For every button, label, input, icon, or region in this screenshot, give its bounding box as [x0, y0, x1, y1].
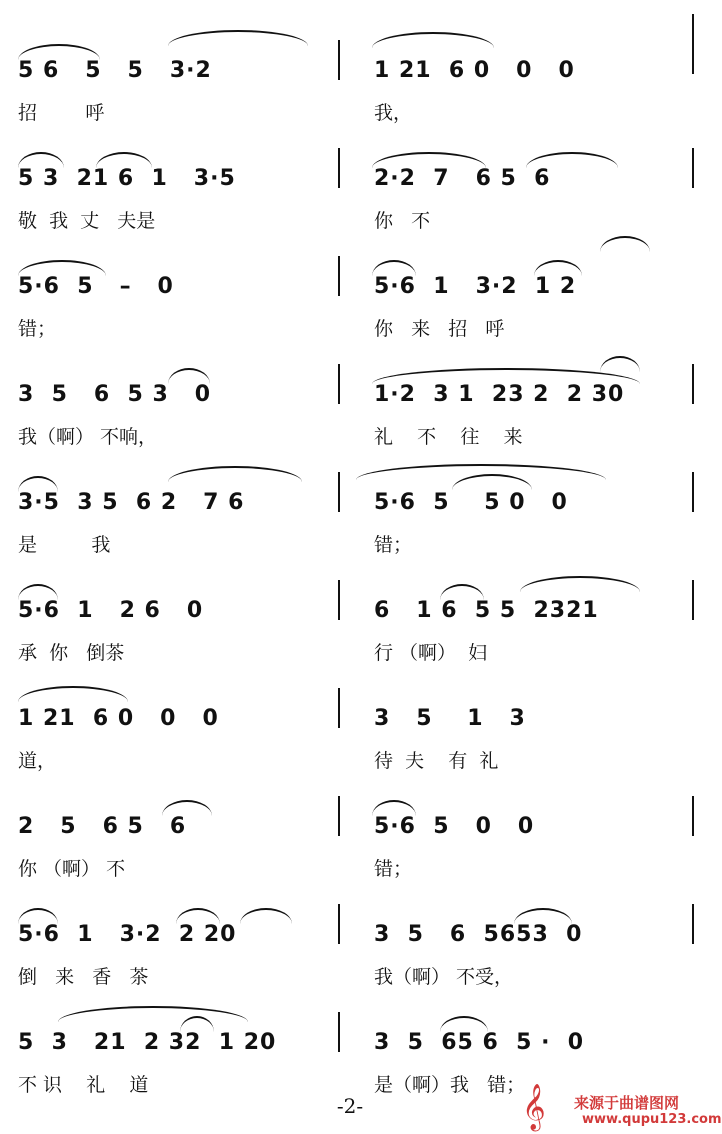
score-row	[0, 338, 700, 446]
right-notes: 1 21 6 0 0 0	[374, 58, 575, 83]
left-lyrics: 你 （啊） 不	[18, 858, 126, 880]
score-row	[0, 14, 700, 122]
right-notes: 5·6 5 5 0 0	[374, 490, 568, 515]
right-notes: 3 5 1 3	[374, 706, 526, 731]
right-lyrics: 我（啊） 不受，	[374, 966, 514, 988]
right-lyrics: 行 （啊） 妇	[374, 642, 488, 664]
barline	[338, 796, 340, 836]
watermark-text: 来源于曲谱图网	[574, 1094, 680, 1112]
barline-end	[692, 148, 694, 188]
barline	[338, 148, 340, 188]
score-row	[0, 662, 700, 770]
right-notes: 5·6 5 0 0	[374, 814, 535, 839]
watermark-url: www.qupu123.com	[582, 1112, 722, 1127]
left-notes: 3·5 3 5 6 2 7 6	[18, 490, 245, 515]
barline	[338, 580, 340, 620]
slur	[520, 576, 640, 592]
slur	[168, 466, 302, 482]
left-lyrics: 错；	[18, 318, 57, 340]
left-lyrics: 我（啊） 不响，	[18, 426, 158, 448]
slur	[600, 236, 650, 252]
slur	[600, 356, 640, 372]
treble-clef-icon: 𝄞	[522, 1084, 546, 1130]
barline	[338, 688, 340, 728]
right-notes: 6 1 6 5 5 2321	[374, 598, 599, 623]
left-notes: 3 5 6 5 3 0	[18, 382, 212, 407]
right-lyrics: 错；	[374, 534, 413, 556]
page-number: -2-	[336, 1094, 364, 1118]
score-row	[0, 554, 700, 662]
barline-end	[692, 14, 694, 74]
slur	[58, 1006, 248, 1022]
left-notes: 5 3 21 6 1 3·5	[18, 166, 236, 191]
left-notes: 2 5 6 5 6	[18, 814, 187, 839]
score-row	[0, 770, 700, 878]
left-lyrics: 倒 来 香 茶	[18, 966, 149, 988]
barline-end	[692, 580, 694, 620]
score-row	[0, 446, 700, 554]
score-row	[0, 986, 700, 1094]
barline-end	[692, 472, 694, 512]
score-row	[0, 230, 700, 338]
barline-end	[692, 904, 694, 944]
left-lyrics: 招 呼	[18, 102, 105, 124]
left-notes: 5 6 5 5 3·2	[18, 58, 212, 83]
left-lyrics: 道，	[18, 750, 57, 772]
right-notes: 3 5 6 5653 0	[374, 922, 583, 947]
left-lyrics: 是 我	[18, 534, 111, 556]
left-lyrics: 敬 我 丈 夫是	[18, 210, 156, 232]
barline	[338, 256, 340, 296]
right-lyrics: 待 夫 有 礼	[374, 750, 499, 772]
slur	[240, 908, 292, 924]
right-lyrics: 我，	[374, 102, 413, 124]
right-lyrics: 是（啊）我 错；	[374, 1074, 526, 1096]
barline-end	[692, 364, 694, 404]
left-lyrics: 不 识 礼 道	[18, 1074, 149, 1096]
barline	[338, 904, 340, 944]
left-notes: 5·6 5 – 0	[18, 274, 174, 299]
score-row	[0, 122, 700, 230]
barline	[338, 472, 340, 512]
barline	[338, 364, 340, 404]
site-watermark	[522, 1084, 722, 1130]
score-row	[0, 878, 700, 986]
left-notes: 5 3 21 2 32 1 20	[18, 1030, 277, 1055]
barline	[338, 40, 340, 80]
left-lyrics: 承 你 倒茶	[18, 642, 125, 664]
right-notes: 2·2 7 6 5 6	[374, 166, 551, 191]
right-lyrics: 你 不	[374, 210, 431, 232]
right-notes: 3 5 65 6 5 · 0	[374, 1030, 585, 1055]
right-lyrics: 错；	[374, 858, 413, 880]
right-notes: 5·6 1 3·2 1 2	[374, 274, 577, 299]
right-notes: 1·2 3 1 23 2 2 30	[374, 382, 625, 407]
slur	[168, 30, 308, 46]
left-notes: 5·6 1 3·2 2 20	[18, 922, 237, 947]
left-notes: 1 21 6 0 0 0	[18, 706, 219, 731]
barline	[338, 1012, 340, 1052]
left-notes: 5·6 1 2 6 0	[18, 598, 204, 623]
barline-end	[692, 796, 694, 836]
slur	[372, 32, 494, 48]
slur	[18, 686, 128, 702]
right-lyrics: 你 来 招 呼	[374, 318, 505, 340]
right-lyrics: 礼 不 往 来	[374, 426, 523, 448]
